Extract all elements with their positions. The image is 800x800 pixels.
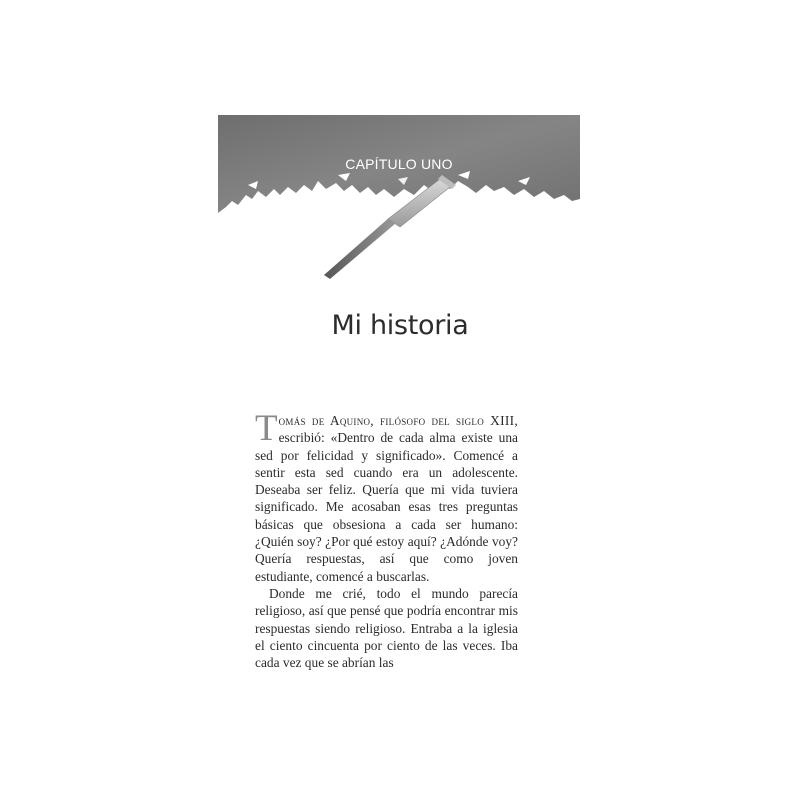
paragraph-1 [255, 408, 518, 585]
chapter-title: Mi historia [331, 310, 469, 341]
body-text [255, 408, 518, 671]
chapter-banner [218, 115, 580, 280]
paragraph-1-lead: omás de Aquino, filósofo del siglo XIII, [278, 413, 518, 428]
drop-cap: T [255, 408, 278, 449]
chapter-banner-art [218, 115, 580, 280]
chapter-label: CAPÍTULO UNO [345, 156, 453, 172]
paragraph-1-text: escribió: «Dentro de cada alma existe una sed por felicidad y significado». Comencé a sentir esta sed cuando era un adolescente. Deseaba ser feliz. Quería que mi vida tuviera significado. Me acosaban esas tres preguntas básicas que obsesiona a cada ser humano: ¿Quién soy? ¿Por qué estoy aquí? ¿Adónde voy? Quería respuestas, así que como joven estudiante, comencé a buscarlas. [255, 430, 518, 584]
paragraph-2: Donde me crié, todo el mundo parecía religioso, así que pensé que podría encontrar mis respuestas siendo religioso. Entraba a la iglesia el ciento cincuenta por ciento de las veces. Iba cada vez que se abrían las [255, 585, 518, 671]
